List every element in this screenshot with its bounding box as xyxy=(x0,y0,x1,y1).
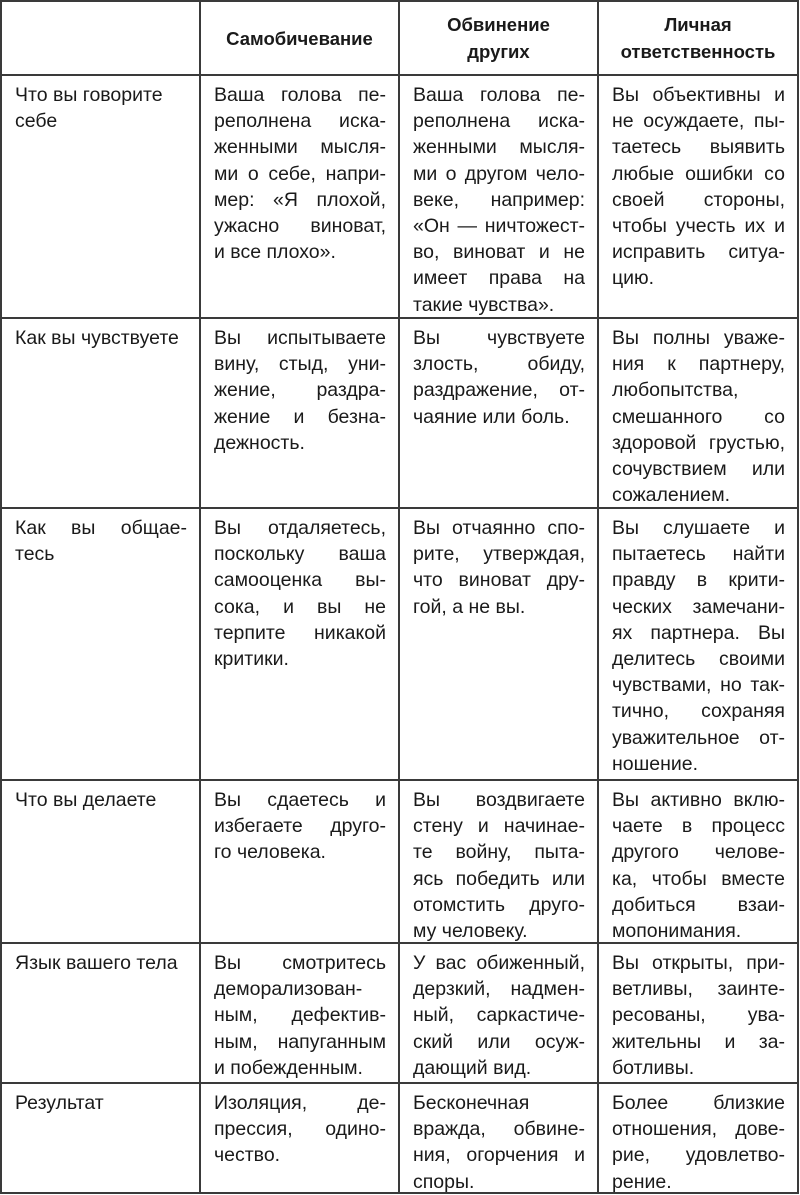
text-line: Вы чувствуете xyxy=(413,327,585,349)
text-line: Что вы говорите xyxy=(15,84,163,106)
text-line: цию. xyxy=(612,267,655,290)
text-line: поскольку ваша xyxy=(214,543,386,566)
text-line: Вы испытываете xyxy=(214,327,386,349)
text-line: и все плохо». xyxy=(214,241,336,264)
text-line: ях партнера. Вы xyxy=(612,621,785,644)
text-line: мопонимания. xyxy=(612,920,742,943)
text-line: избегаете друго- xyxy=(214,815,386,838)
text-line: ным, дефектив- xyxy=(214,1004,386,1027)
cell-blaming-others xyxy=(400,781,599,944)
text-line: любопытства, xyxy=(612,379,739,402)
cell-personal-responsibility xyxy=(599,781,797,944)
cell-text xyxy=(413,325,585,430)
text-line: ский или осуж- xyxy=(413,1030,585,1053)
text-line: отношения, дове- xyxy=(612,1118,785,1141)
text-line: терпите никакой xyxy=(214,621,386,644)
text-line: ясь победить или xyxy=(413,867,585,890)
cell-text xyxy=(413,787,585,944)
text-line: рите, утверждая, xyxy=(413,543,585,566)
cell-text xyxy=(15,515,187,567)
text-line: Ваша голова пе- xyxy=(413,84,585,106)
text-line: Бесконечная xyxy=(413,1092,530,1114)
text-line: раздражение, от- xyxy=(413,379,585,402)
text-line: те войну, пыта- xyxy=(413,841,585,864)
text-line: рие, удовлетво- xyxy=(612,1144,785,1167)
text-line: стену и начинае- xyxy=(413,815,585,838)
text-line: го человека. xyxy=(214,841,326,864)
text-line: Обвинение xyxy=(447,14,550,35)
cell-text xyxy=(15,82,187,134)
cell-personal-responsibility xyxy=(599,944,797,1084)
text-line: Вы отдаляетесь, xyxy=(214,517,386,539)
cell-self-blame xyxy=(201,944,400,1084)
text-line: «Он — ничтожест- xyxy=(413,215,585,238)
text-line: сожалением. xyxy=(612,484,731,507)
text-line: ния к партнеру, xyxy=(612,353,785,376)
text-line: пытаетесь найти xyxy=(612,543,785,566)
cell-blaming-others xyxy=(400,76,599,319)
cell-text xyxy=(612,325,785,508)
text-line: женными мысля- xyxy=(214,136,386,159)
text-line: Вы воздвигаете xyxy=(413,789,585,811)
text-line: дающий вид. xyxy=(413,1056,532,1079)
text-line: жительны и за- xyxy=(612,1030,785,1053)
text-line: му человеку. xyxy=(413,920,528,943)
text-line: чаяние или боль. xyxy=(413,405,570,428)
text-line: чество. xyxy=(214,1144,281,1167)
cell-text xyxy=(214,787,386,866)
text-line: Вы открыты, при- xyxy=(612,952,785,974)
text-line: рение. xyxy=(612,1170,672,1192)
header-personal-responsibility xyxy=(599,2,797,76)
cell-text xyxy=(413,82,585,318)
row-label xyxy=(2,781,201,944)
header-self-blame xyxy=(201,2,400,76)
text-line: смешанного со xyxy=(612,405,785,428)
text-line: Самобичевание xyxy=(226,27,373,49)
cell-personal-responsibility xyxy=(599,1084,797,1192)
row-label xyxy=(2,76,201,319)
text-line: реполнена иска- xyxy=(214,110,386,133)
text-line: во, виноват и не xyxy=(413,241,585,264)
cell-text xyxy=(15,950,187,976)
text-line: ми о себе, напри- xyxy=(214,162,386,185)
text-line: чувствами, но так- xyxy=(612,674,785,697)
text-line: делитесь своими xyxy=(612,648,785,671)
text-line: деморализован- xyxy=(214,978,363,1001)
text-line: уважительное от- xyxy=(612,726,785,749)
text-line: Личная xyxy=(664,14,732,35)
text-line: Вы отчаянно спо- xyxy=(413,517,585,539)
text-line: любые ошибки со xyxy=(612,162,785,185)
text-line: Вы смотритесь xyxy=(214,952,386,974)
cell-text xyxy=(621,11,776,65)
text-line: тично, сохраняя xyxy=(612,700,785,723)
text-line: ный, саркастиче- xyxy=(413,1004,585,1027)
cell-text xyxy=(413,1090,585,1192)
text-line: вражда, обвине- xyxy=(413,1118,585,1141)
text-line: не осуждаете, пы- xyxy=(612,110,785,133)
cell-text xyxy=(15,787,187,813)
text-line: веке, например: xyxy=(413,188,585,211)
text-line: и побежденным. xyxy=(214,1056,363,1079)
text-line: реполнена иска- xyxy=(413,110,585,133)
text-line: ми о другом чело- xyxy=(413,162,585,185)
cell-blaming-others xyxy=(400,1084,599,1192)
text-line: имеет права на xyxy=(413,267,585,290)
text-line: сока, и вы не xyxy=(214,595,386,618)
cell-text xyxy=(612,515,785,777)
cell-self-blame xyxy=(201,781,400,944)
text-line: ка, чтобы вместе xyxy=(612,867,785,890)
cell-text xyxy=(214,515,386,672)
text-line: чаете в процесс xyxy=(612,815,785,838)
text-line: критики. xyxy=(214,648,289,671)
text-line: жение, раздра- xyxy=(214,379,386,402)
cell-self-blame xyxy=(201,76,400,319)
text-line: ботливы. xyxy=(612,1056,695,1079)
cell-self-blame xyxy=(201,509,400,781)
cell-text xyxy=(214,1090,386,1169)
text-line: здоровой грустью, xyxy=(612,431,785,454)
row-label xyxy=(2,944,201,1084)
text-line: Как вы общае- xyxy=(15,517,187,539)
text-line: ным, напуганным xyxy=(214,1030,386,1053)
text-line: самооценка вы- xyxy=(214,569,386,592)
cell-self-blame xyxy=(201,1084,400,1192)
text-line: споры. xyxy=(413,1170,475,1192)
text-line: ветливы, заинте- xyxy=(612,978,785,1001)
text-line: правду в крити- xyxy=(612,569,785,592)
cell-text xyxy=(413,515,585,620)
cell-text xyxy=(214,950,386,1081)
cell-text xyxy=(612,787,785,944)
text-line: таетесь выявить xyxy=(612,136,785,159)
text-line: сочувствием или xyxy=(612,458,785,481)
text-line: что виноват дру- xyxy=(413,569,585,592)
cell-self-blame xyxy=(201,319,400,509)
cell-text xyxy=(15,325,187,351)
text-line: злость, обиду, xyxy=(413,353,585,376)
cell-text xyxy=(447,11,550,65)
cell-blaming-others xyxy=(400,509,599,781)
text-line: ужасно виноват, xyxy=(214,215,386,238)
text-line: другого челове- xyxy=(612,841,785,864)
text-line: Вы слушаете и xyxy=(612,517,785,539)
text-line: Вы сдаетесь и xyxy=(214,789,386,811)
cell-blaming-others xyxy=(400,944,599,1084)
text-line: Результат xyxy=(15,1092,104,1114)
cell-text xyxy=(214,82,386,265)
text-line: дерзкий, надмен- xyxy=(413,978,585,1001)
header-blank-cell xyxy=(2,2,201,76)
text-line: своей стороны, xyxy=(612,188,785,211)
cell-blaming-others xyxy=(400,319,599,509)
text-line: других xyxy=(467,41,530,62)
text-line: дежность. xyxy=(214,431,305,454)
text-line: мер: «Я плохой, xyxy=(214,188,386,211)
text-line: гой, а не вы. xyxy=(413,595,526,618)
text-line: Вы активно вклю- xyxy=(612,789,785,811)
text-line: прессия, одино- xyxy=(214,1118,386,1141)
cell-text xyxy=(612,82,785,292)
text-line: женными мысля- xyxy=(413,136,585,159)
row-label xyxy=(2,1084,201,1192)
text-line: себе xyxy=(15,110,58,133)
row-label xyxy=(2,319,201,509)
text-line: Язык вашего тела xyxy=(15,952,178,974)
text-line: ресованы, ува- xyxy=(612,1004,785,1027)
text-line: жение и безна- xyxy=(214,405,386,428)
text-line: ния, огорчения и xyxy=(413,1144,585,1167)
text-line: чтобы учесть их и xyxy=(612,215,785,238)
cell-text xyxy=(612,1090,785,1192)
cell-text xyxy=(214,325,386,456)
text-line: ответственность xyxy=(620,41,776,62)
header-blaming-others xyxy=(400,2,599,76)
text-line: такие чувства». xyxy=(413,293,555,316)
cell-personal-responsibility xyxy=(599,76,797,319)
cell-text xyxy=(15,1090,187,1116)
text-line: Вы полны уваже- xyxy=(612,327,785,349)
cell-text xyxy=(226,25,373,52)
text-line: тесь xyxy=(15,543,55,566)
text-line: У вас обиженный, xyxy=(413,952,585,974)
text-line: Ваша голова пе- xyxy=(214,84,386,106)
text-line: ческих замечани- xyxy=(612,595,785,618)
text-line: отомстить друго- xyxy=(413,893,585,916)
text-line: Что вы делаете xyxy=(15,789,157,811)
cell-text xyxy=(413,950,585,1081)
text-line: Более близкие xyxy=(612,1092,785,1114)
text-line: вину, стыд, уни- xyxy=(214,353,386,376)
text-line: исправить ситуа- xyxy=(612,241,785,264)
row-label xyxy=(2,509,201,781)
text-line: добиться взаи- xyxy=(612,893,785,916)
cell-personal-responsibility xyxy=(599,319,797,509)
cell-text xyxy=(612,950,785,1081)
text-line: Как вы чувствуете xyxy=(15,327,179,349)
text-line: Изоляция, де- xyxy=(214,1092,386,1114)
cell-personal-responsibility xyxy=(599,509,797,781)
text-line: Вы объективны и xyxy=(612,84,785,106)
text-line: ношение. xyxy=(612,752,699,775)
